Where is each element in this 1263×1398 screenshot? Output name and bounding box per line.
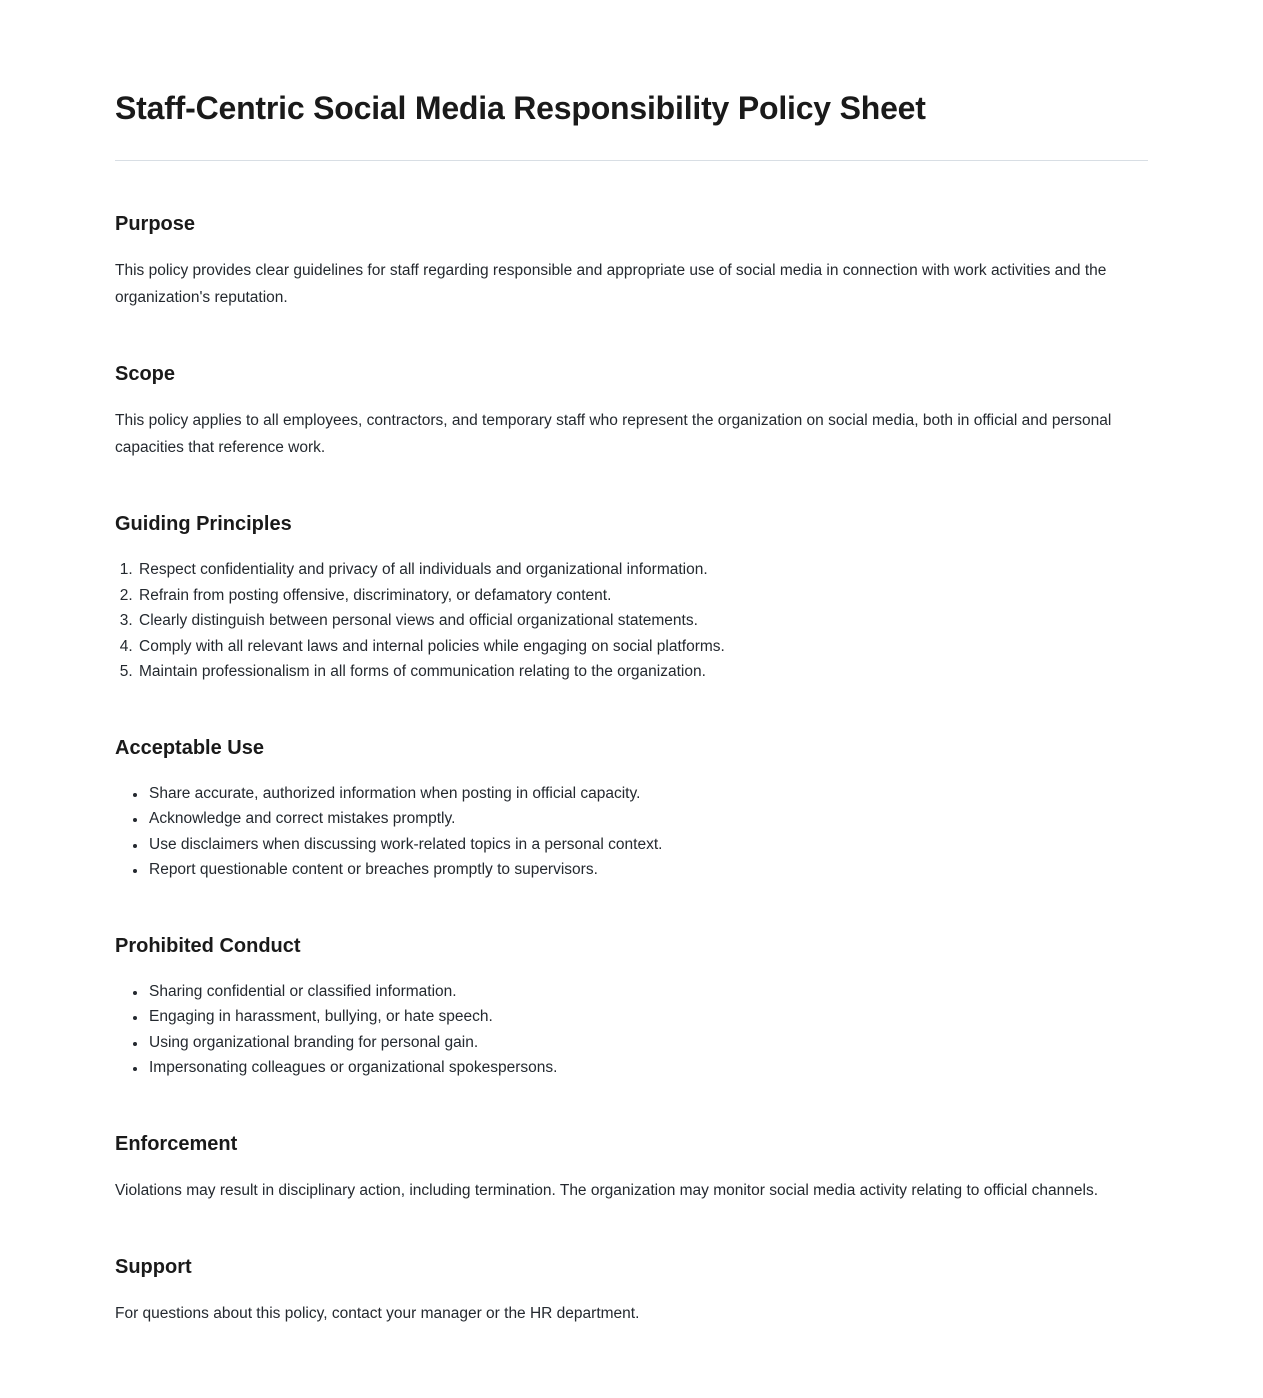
list-item: • Report questionable content or breaches promptly to supervisors. [147,857,1148,883]
document-sections [115,211,1148,1327]
section-support [115,1254,1148,1327]
list-item: 1. Respect confidentiality and privacy of all individuals and organizational information. [137,557,1148,583]
list-item: • Acknowledge and correct mistakes promptly. [147,806,1148,832]
section-heading-acceptable-use: Acceptable Use [115,736,264,759]
page-title: Staff-Centric Social Media Responsibility Policy Sheet [115,90,926,126]
ordered-list [115,557,1148,685]
section-heading-guiding-principles: Guiding Principles [115,513,292,535]
list-item: • Engaging in harassment, bullying, or hate speech. [147,1004,1148,1030]
section-heading-support: Support [115,1255,192,1278]
list-item: • Share accurate, authorized information when posting in official capacity. [147,781,1148,807]
list-item: • Using organizational branding for personal gain. [147,1030,1148,1056]
section-heading-enforcement: Enforcement [115,1132,238,1155]
list-item: 4. Comply with all relevant laws and internal policies while engaging on social platforms. [137,634,1148,660]
list-item: 2. Refrain from posting offensive, discriminatory, or defamatory content. [137,583,1148,609]
section-heading-purpose: Purpose [115,213,196,235]
section-paragraph: For questions about this policy, contact your manager or the HR department. [115,1304,640,1322]
list-item: • Impersonating colleagues or organizational spokespersons. [147,1055,1148,1081]
section-heading-scope: Scope [115,363,176,385]
section-enforcement [115,1131,1148,1204]
bullet-list [115,979,1148,1081]
section-purpose [115,211,1148,311]
list-item: • Sharing confidential or classified information. [147,979,1148,1005]
section-acceptable-use [115,735,1148,883]
section-paragraph: This policy applies to all employees, contractors, and temporary staff who represent the organization on social media, both in official and personal capacities that reference work. [115,412,1112,456]
title-divider [115,160,1148,161]
list-item: 3. Clearly distinguish between personal views and official organizational statements. [137,608,1148,634]
bullet-list [115,781,1148,883]
section-paragraph: Violations may result in disciplinary action, including termination. The organization may monitor social media activity relating to official channels. [115,1181,1099,1199]
list-item: 5. Maintain professionalism in all forms of communication relating to the organization. [137,659,1148,685]
section-scope [115,361,1148,461]
list-item: • Use disclaimers when discussing work-related topics in a personal context. [147,832,1148,858]
section-heading-prohibited-conduct: Prohibited Conduct [115,934,301,957]
section-prohibited-conduct [115,933,1148,1081]
section-paragraph: This policy provides clear guidelines for staff regarding responsible and appropriate use of social media in connection with work activities and the organization's reputation. [115,262,1107,306]
section-guiding-principles [115,511,1148,685]
